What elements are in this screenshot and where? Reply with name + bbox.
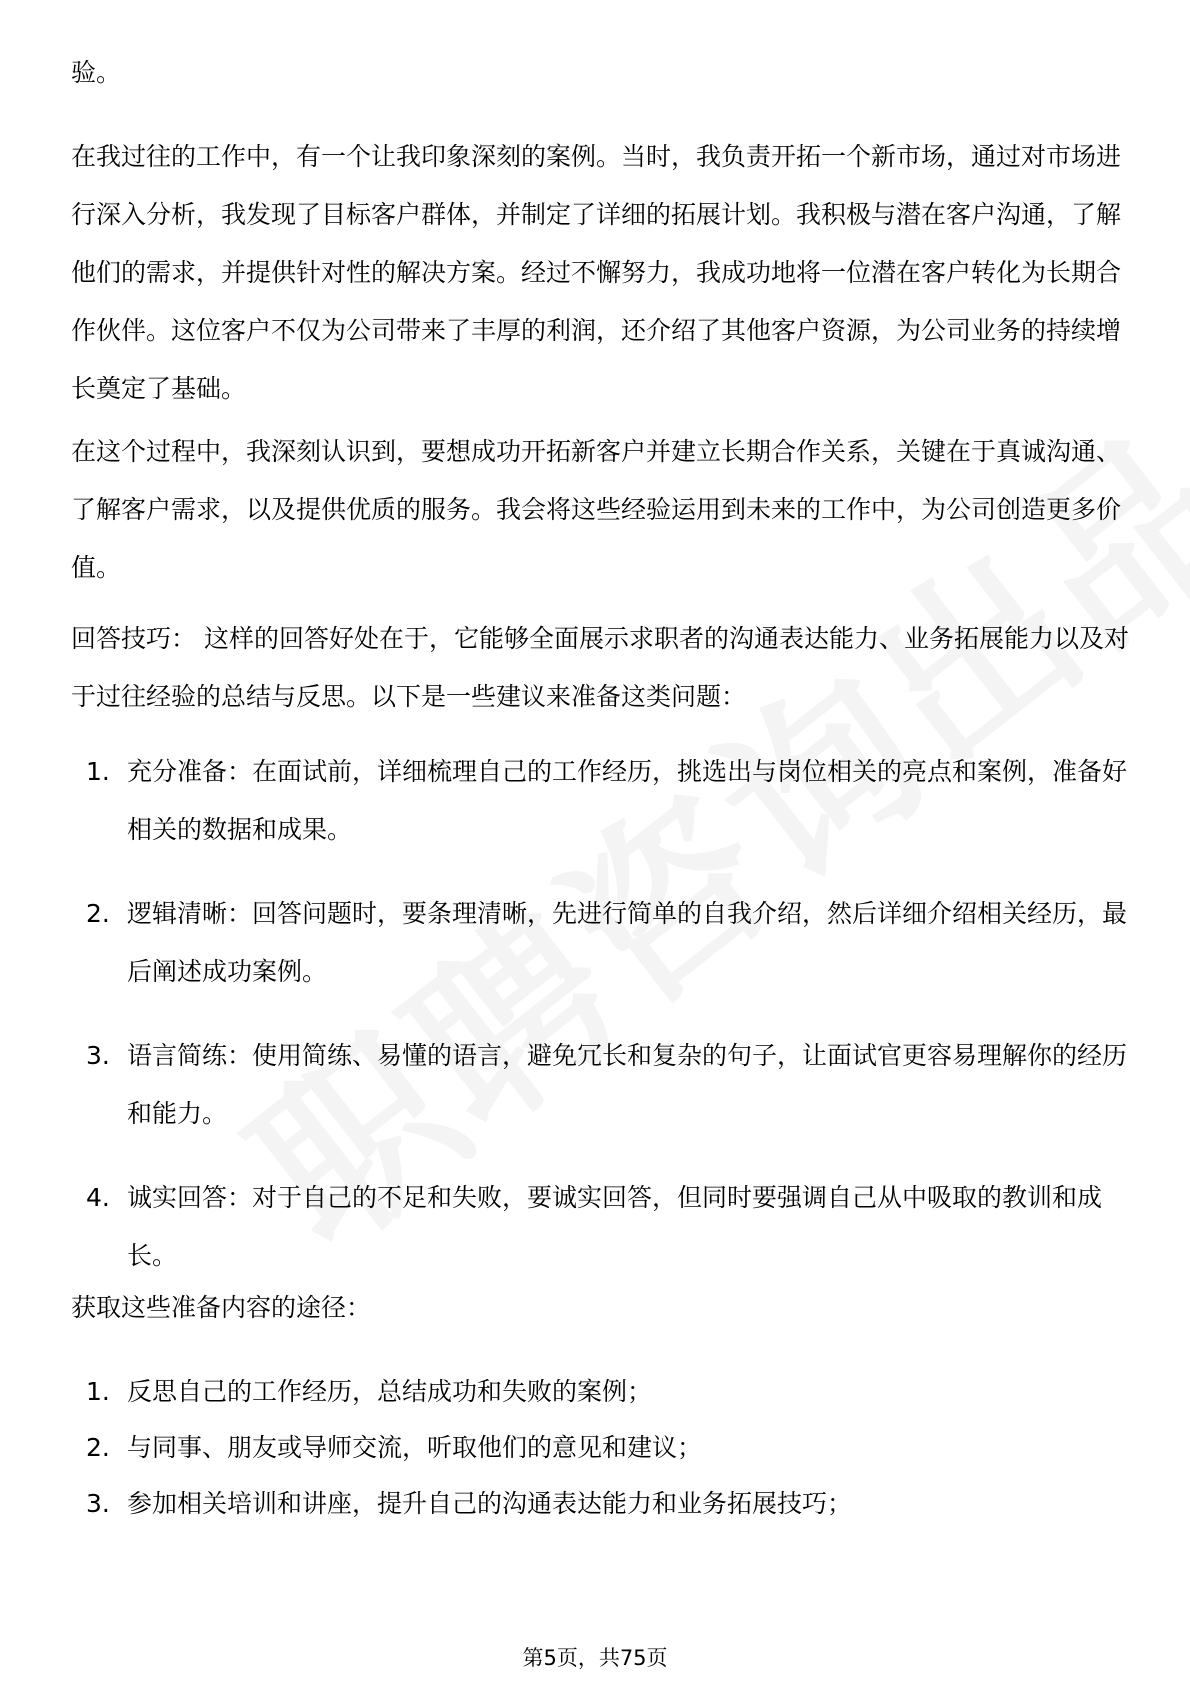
list-item-text: 反思自己的工作经历，总结成功和失败的案例；	[127, 1377, 653, 1406]
list-item-text: 充分准备：在面试前，详细梳理自己的工作经历，挑选出与岗位相关的亮点和案例，准备好相关的数据和成果。	[127, 757, 1128, 844]
tips-list	[71, 743, 1131, 1311]
list-item	[71, 1476, 1131, 1532]
paragraph-sources-heading: 获取这些准备内容的途径：	[71, 1293, 372, 1322]
list-item-number: 3.	[86, 1489, 110, 1518]
list-item	[71, 1364, 1131, 1420]
list-item-number: 2.	[86, 899, 110, 928]
list-item	[71, 1169, 1131, 1285]
list-item-number: 2.	[86, 1433, 110, 1462]
list-item-number: 1.	[86, 757, 110, 786]
paragraph-continuation: 验。	[71, 58, 122, 87]
list-item	[71, 743, 1131, 859]
paragraph-case-study: 在我过往的工作中，有一个让我印象深刻的案例。当时，我负责开拓一个新市场，通过对市场进行深入分析，我发现了目标客户群体，并制定了详细的拓展计划。我积极与潜在客户沟通，了解他们的需求，并提供针对性的解决方案。经过不懈努力，我成功地将一位潜在客户转化为长期合作伙伴。这位客户不仅为公司带来了丰厚的利润，还介绍了其他客户资源，为公司业务的持续增长奠定了基础。	[71, 142, 1122, 403]
list-item	[71, 1027, 1131, 1143]
paragraph-reflection: 在这个过程中，我深刻认识到，要想成功开拓新客户并建立长期合作关系，关键在于真诚沟通、了解客户需求，以及提供优质的服务。我会将这些经验运用到未来的工作中，为公司创造更多价值。	[71, 437, 1122, 582]
list-item-number: 1.	[86, 1377, 110, 1406]
list-item-text: 诚实回答：对于自己的不足和失败，要诚实回答，但同时要强调自己从中吸取的教训和成长。	[127, 1183, 1103, 1270]
paragraph-answer-tips: 回答技巧： 这样的回答好处在于，它能够全面展示求职者的沟通表达能力、业务拓展能力以及对于过往经验的总结与反思。以下是一些建议来准备这类问题：	[71, 624, 1129, 711]
list-item-text: 与同事、朋友或导师交流，听取他们的意见和建议；	[127, 1433, 703, 1462]
list-item	[71, 885, 1131, 1001]
sources-list	[71, 1364, 1131, 1532]
list-item-text: 语言简练：使用简练、易懂的语言，避免冗长和复杂的句子，让面试官更容易理解你的经历和能力。	[127, 1041, 1128, 1128]
page-number-footer: 第5页，共75页	[522, 1646, 668, 1670]
list-item-number: 4.	[86, 1183, 110, 1212]
list-item-text: 参加相关培训和讲座，提升自己的沟通表达能力和业务拓展技巧；	[127, 1489, 853, 1518]
list-item	[71, 1420, 1131, 1476]
list-item-number: 3.	[86, 1041, 110, 1070]
list-item-text: 逻辑清晰：回答问题时，要条理清晰，先进行简单的自我介绍，然后详细介绍相关经历，最后阐述成功案例。	[127, 899, 1128, 986]
